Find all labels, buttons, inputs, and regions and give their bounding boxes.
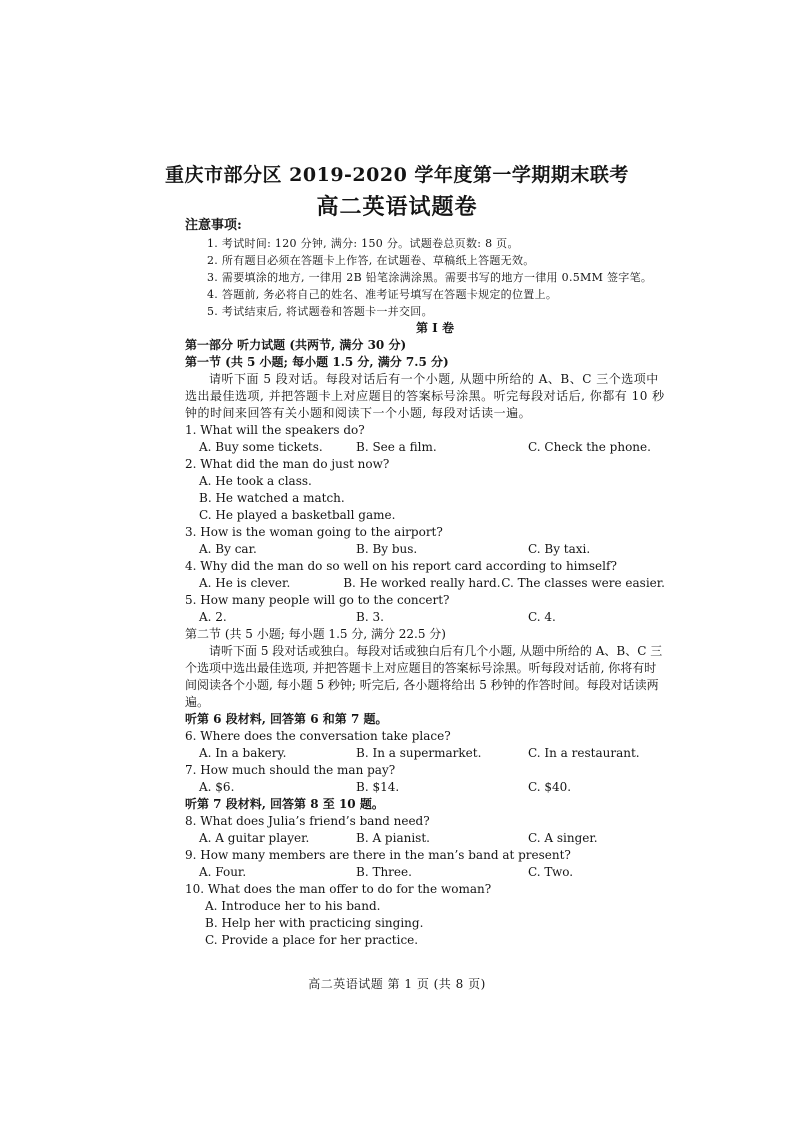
question-1: 1. What will the speakers do? [185, 423, 365, 437]
option-c: C. 4. [528, 610, 556, 624]
group7-heading: 听第 7 段材料, 回答第 8 至 10 题。 [185, 797, 384, 811]
question-2: 2. What did the man do just now? [185, 457, 390, 471]
question-8: 8. What does Julia’s friend’s band need? [185, 814, 430, 828]
notice-heading: 注意事项: [185, 218, 242, 233]
option-b: B. He worked really hard. [343, 576, 501, 590]
question-10: 10. What does the man offer to do for the woman? [185, 882, 492, 896]
option-c: C. The classes were easier. [501, 576, 665, 590]
group6-heading: 听第 6 段材料, 回答第 6 和第 7 题。 [185, 712, 388, 726]
section2-instructions: 请听下面 5 段对话或独白。每段对话或独白后有几个小题, 从题中所给的 A、B、C 三个选项中选出最佳选项, 并把答题卡上对应题目的答案标号涂黑。听每段对话前, 你将有时间阅读各个小题, 每小题 5 秒钟; 听完后, 各小题将给出 5 秒钟的作答时间。每段对话读两遍。 [185, 644, 663, 709]
exam-body [185, 217, 665, 949]
option-b: B. By bus. [356, 542, 418, 556]
option-b: B. Help her with practicing singing. [205, 916, 424, 930]
option-a: A. By car. [199, 542, 257, 556]
option-b: B. In a supermarket. [356, 746, 482, 760]
question-6: 6. Where does the conversation take place? [185, 729, 451, 743]
option-b: B. He watched a match. [199, 491, 345, 505]
question-1-options [185, 439, 665, 456]
option-b: B. Three. [356, 865, 412, 879]
section1-instructions: 请听下面 5 段对话。每段对话后有一个小题, 从题中所给的 A、B、C 三个选项中选出最佳选项, 并把答题卡上对应题目的答案标号涂黑。听完每段对话后, 你都有 10 秒钟的时间来回答有关小题和阅读下一个小题, 每段对话读一遍。 [185, 372, 665, 420]
option-a: A. 2. [199, 610, 227, 624]
option-c: C. $40. [528, 780, 572, 794]
question-8-options [185, 830, 665, 847]
question-4-options [185, 575, 665, 592]
option-b: B. A pianist. [356, 831, 430, 845]
question-7-options [185, 779, 665, 796]
option-a: A. Four. [199, 865, 247, 879]
notice-item: 4. 答题前, 务必将自己的姓名、准考证号填写在答题卡规定的位置上。 [207, 288, 558, 301]
option-c: C. A singer. [528, 831, 598, 845]
option-a: A. A guitar player. [199, 831, 310, 845]
option-c: C. By taxi. [528, 542, 591, 556]
notice-item: 3. 需要填涂的地方, 一律用 2B 铅笔涂满涂黑。需要书写的地方一律用 0.5MM 签字笔。 [207, 271, 653, 284]
option-b: B. $14. [356, 780, 400, 794]
question-3: 3. How is the woman going to the airport? [185, 525, 443, 539]
page-footer: 高二英语试题 第 1 页 (共 8 页) [308, 977, 486, 991]
volume-heading: 第 I 卷 [416, 321, 454, 335]
question-9: 9. How many members are there in the man’s band at present? [185, 848, 571, 862]
exam-title: 重庆市部分区 2019-2020 学年度第一学期期末联考 [165, 164, 629, 186]
question-7: 7. How much should the man pay? [185, 763, 396, 777]
question-6-options [185, 745, 665, 762]
notice-item: 5. 考试结束后, 将试题卷和答题卡一并交回。 [207, 305, 433, 318]
question-4: 4. Why did the man do so well on his report card according to himself? [185, 559, 617, 573]
option-a: A. $6. [199, 780, 235, 794]
notice-item: 2. 所有题目必须在答题卡上作答, 在试题卷、草稿纸上答题无效。 [207, 254, 535, 267]
option-b: B. 3. [356, 610, 384, 624]
option-a: A. Introduce her to his band. [205, 899, 381, 913]
question-5-options [185, 609, 665, 626]
option-a: A. He took a class. [199, 474, 312, 488]
option-a: A. He is clever. [199, 576, 291, 590]
option-a: A. In a bakery. [199, 746, 287, 760]
option-c: C. In a restaurant. [528, 746, 640, 760]
section1-heading: 第一节 (共 5 小题; 每小题 1.5 分, 满分 7.5 分) [185, 355, 449, 369]
notice-item: 1. 考试时间: 120 分钟, 满分: 150 分。试题卷总页数: 8 页。 [207, 237, 519, 250]
part1-heading: 第一部分 听力试题 (共两节, 满分 30 分) [185, 338, 407, 352]
option-c: C. Two. [528, 865, 574, 879]
option-c: C. Provide a place for her practice. [205, 933, 419, 947]
exam-subtitle: 高二英语试题卷 [316, 194, 478, 220]
question-5: 5. How many people will go to the concert? [185, 593, 450, 607]
option-c: C. Check the phone. [528, 440, 651, 454]
option-c: C. He played a basketball game. [199, 508, 396, 522]
question-3-options [185, 541, 665, 558]
option-b: B. See a film. [356, 440, 437, 454]
section2-heading: 第二节 (共 5 小题; 每小题 1.5 分, 满分 22.5 分) [185, 627, 446, 641]
question-9-options [185, 864, 665, 881]
option-a: A. Buy some tickets. [199, 440, 323, 454]
